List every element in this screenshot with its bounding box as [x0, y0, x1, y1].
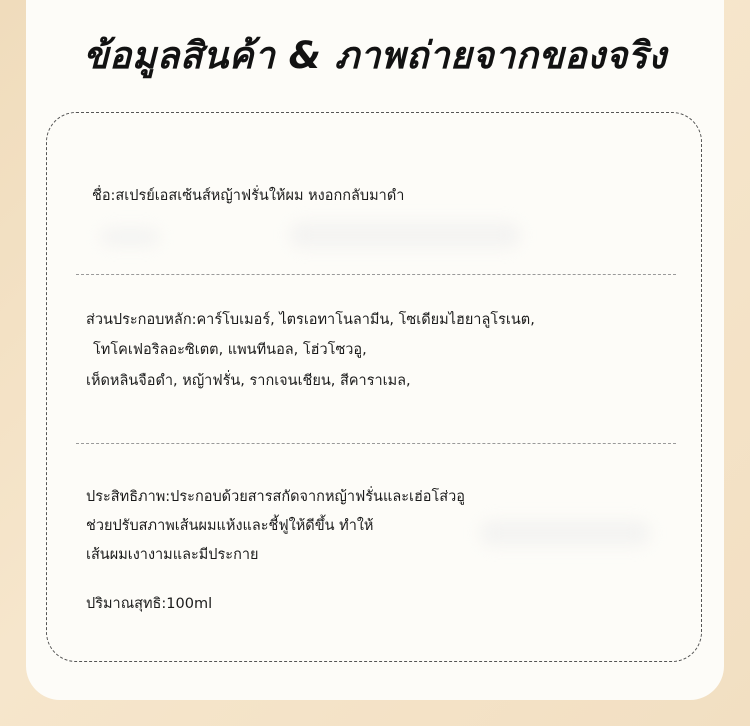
watermark-blur [100, 228, 160, 246]
ingredients-line: โทโคเฟอริลอะซิเตต, แพนทีนอล, โฮ่วโซวอู, [93, 342, 367, 358]
ingredients-line: เห็ดหลินจือดำ, หญ้าฟรั่น, รากเจนเชียน, สีคาราเมล, [86, 373, 411, 389]
net-volume: ปริมาณสุทธิ:100ml [86, 596, 213, 612]
section-divider [76, 274, 676, 275]
efficacy-line: ประสิทธิภาพ:ประกอบด้วยสารสกัดจากหญ้าฟรั่นและเฮ่อโส่วอู [86, 489, 465, 505]
page-title: ข้อมูลสินค้า & ภาพถ่ายจากของจริง [83, 34, 667, 77]
watermark-blur [480, 520, 650, 546]
efficacy-line: ช่วยปรับสภาพเส้นผมแห้งและชี้ฟูให้ดีขึ้น ทำให้ [86, 518, 374, 534]
section-divider [76, 443, 676, 444]
product-name: ชื่อ:สเปรย์เอสเซ้นส์หญ้าฟรั่นให้ผม หงอกกลับมาดำ [92, 188, 405, 204]
watermark-blur [290, 222, 520, 248]
ingredients-line: ส่วนประกอบหลัก:คาร์โบเมอร์, ไตรเอทาโนลามีน, โซเดียมไฮยาลูโรเนต, [86, 312, 535, 328]
efficacy-line: เส้นผมเงางามและมีประกาย [86, 547, 259, 563]
